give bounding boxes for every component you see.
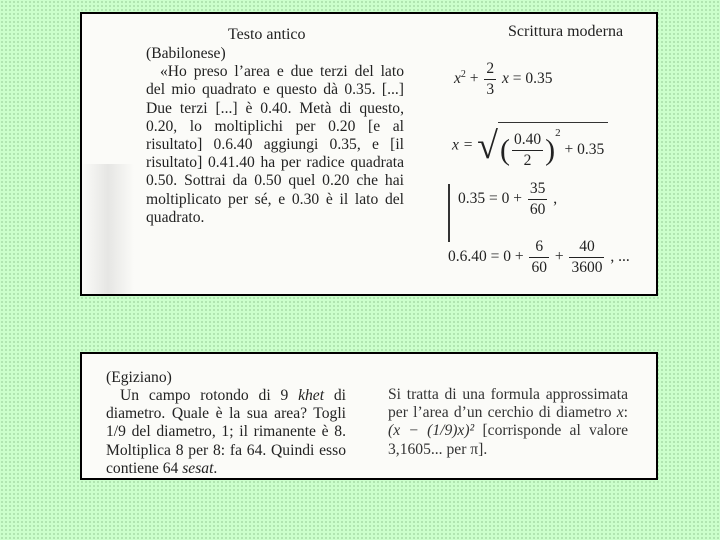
formula-equation [454, 60, 553, 99]
formula3-fraction [528, 180, 548, 219]
formula3-lhs: 0.35 = 0 + [458, 190, 522, 208]
formula4-lhs: 0.6.40 = 0 + [448, 248, 524, 266]
paren-open: ( [499, 133, 510, 167]
formula3-tail: , [553, 190, 558, 208]
formula1-var: x [502, 70, 509, 88]
paren-close: ) [545, 133, 556, 167]
formula4-den2: 3600 [571, 259, 603, 276]
note-part1: Si tratta di una formula approssimata per l’area d’un cerchio di diametro [388, 386, 628, 422]
formula1-plus: + [469, 70, 479, 88]
formula1-fraction [484, 60, 496, 99]
khet-word: khet [298, 387, 325, 404]
header-testo-antico: Testo antico [228, 26, 306, 43]
formula4-num1: 6 [529, 238, 549, 258]
sqrt-body [498, 122, 608, 170]
formula2-den: 2 [523, 151, 532, 169]
formula1-x: x [454, 70, 461, 88]
formula4-tail: , ... [610, 248, 630, 266]
egyptian-text-part1: Un campo rotondo di 9 [120, 387, 289, 404]
babylonian-label: (Babilonese) [146, 45, 226, 62]
formula2-num: 0.40 [512, 131, 543, 151]
formula-solution [452, 122, 608, 170]
note-part2: [corrisponde al valore 3,1605... per π]. [388, 422, 628, 458]
formula1-den: 3 [486, 81, 495, 98]
formula2-lhs: x = [452, 136, 474, 154]
babylonian-text: «Ho preso l’area e due terzi del lato del mio quadrato e questo dà 0.35. [...] Due terzi [...] è 0.40. Metà di questo, 0.20, lo moltiplichi per 0.20 [e al risultato] 0.6.40 aggiungi 0.35, e [il risultato] 0.41.40 ha per radice quadrata 0.50. Sottrai da 0.50 quel 0.20 che hai moltiplicato per sé, e 0.30 è il lato del quadrato. [146, 63, 404, 226]
scan-shadow [82, 164, 134, 294]
note-x: x [616, 404, 624, 422]
formula4-fraction-2 [569, 238, 604, 277]
formula3-den: 60 [529, 201, 546, 218]
sesat-word: sesat [182, 459, 214, 477]
header-scrittura-moderna: Scrittura moderna [508, 23, 624, 40]
formula4-plus: + [554, 248, 564, 266]
formula2-tail: + 0.35 [564, 141, 605, 158]
egyptian-note: Si tratta di una formula approssimata per l’area d’un cerchio di diametro x: (x − (1/9)x)² [corrisponde al valore 3,1605... per π]. [388, 386, 628, 458]
sqrt-symbol: √ [477, 124, 498, 167]
formula2-exp: 2 [555, 127, 561, 139]
formula1-rhs: = 0.35 [512, 70, 553, 88]
egyptian-panel [80, 352, 658, 480]
babylonian-text-block [146, 45, 404, 227]
note-formula: (x − (1/9)x)² [388, 422, 475, 440]
egyptian-text-block [106, 387, 346, 478]
egyptian-text-part2: di diametro. Quale è la sua area? Togli 1/9 del diametro, 1; il rimanente è 8. Moltiplica 8 per 8: fa 64. Quindi esso contiene 64 [106, 387, 347, 477]
bracket-bar [448, 184, 450, 242]
babylonian-panel [80, 12, 658, 296]
formula-sexagesimal-2 [448, 238, 630, 277]
egyptian-text: Un campo rotondo di 9 khet di diametro. Quale è la sua area? Togli 1/9 del diametro, 1; il rimanente è 8. Moltiplica 8 per 8: fa 64. Quindi esso contiene 64 sesat. [106, 387, 347, 477]
egyptian-label: (Egiziano) [106, 369, 172, 386]
formula4-den1: 60 [531, 259, 547, 276]
formula3-num: 35 [528, 180, 548, 200]
formula2-fraction [512, 131, 543, 170]
formula4-num2: 40 [569, 238, 604, 258]
formula1-num: 2 [484, 60, 496, 80]
formula4-fraction-1 [529, 238, 549, 277]
formula-sexagesimal-1 [458, 180, 557, 219]
formula1-exp: 2 [460, 68, 466, 80]
